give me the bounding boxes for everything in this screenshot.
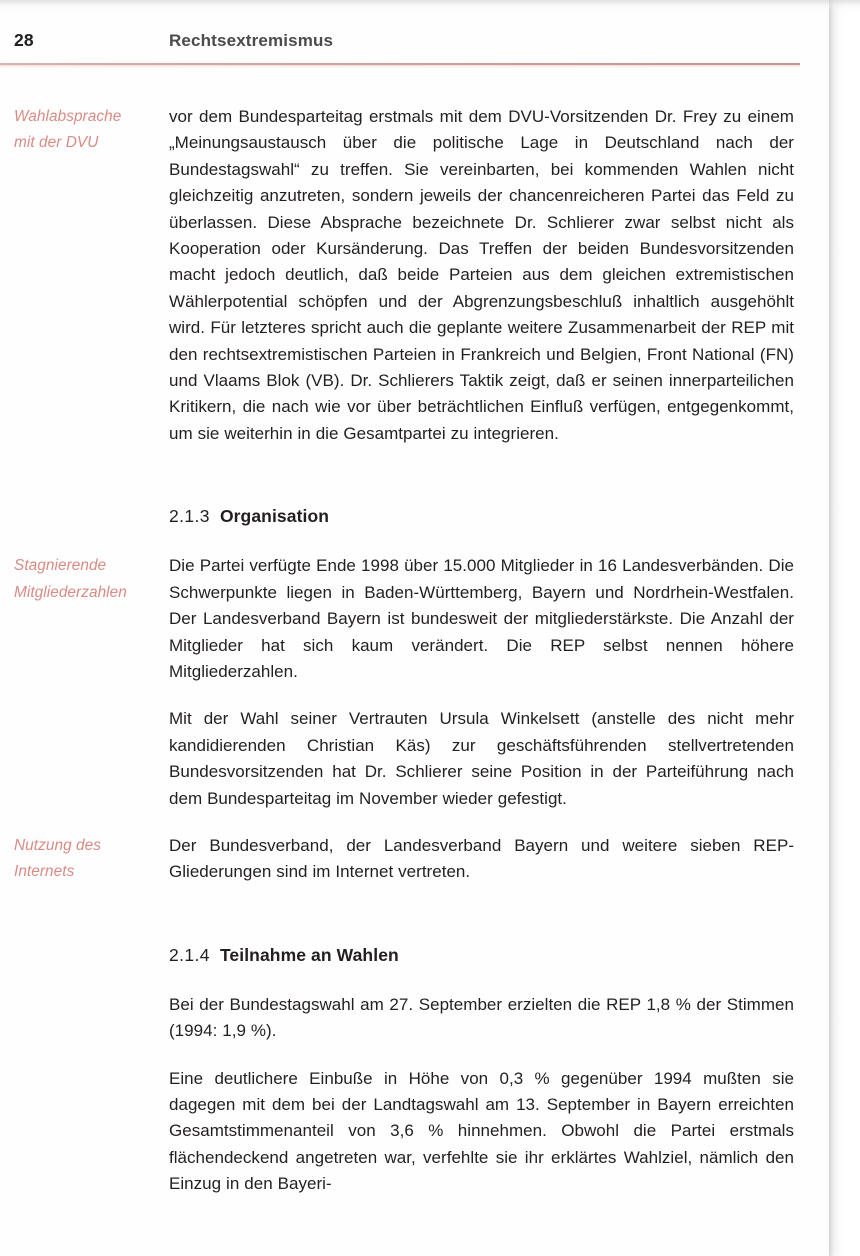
paragraph: vor dem Bundesparteitag erstmals mit dem DVU-Vorsitzenden Dr. Frey zu einem „Meinungsaustausch über die politische Lage in Deutschland nach der Bundestagswahl“ zu treffen. Sie vereinbarten, bei kommenden Wahlen nicht gleichzeitig anzutreten, sondern jeweils der chancenreicheren Partei das Feld zu überlassen. Diese Absprache bezeichnete Dr. Schlierer zwar selbst nicht als Kooperation oder Kursänderung. Das Treffen der beiden Bundesvorsitzenden macht jedoch deutlich, daß beide Parteien aus dem gleichen extremistischen Wählerpotential schöpfen und der Abgrenzungsbeschluß inhaltlich ausgehöhlt wird. Für letzteres spricht auch die geplante weitere Zusammenarbeit der REP mit den rechtsextremistischen Parteien in Frankreich und Belgien, Front National (FN) und Vlaams Blok (VB). Dr. Schlierers Taktik zeigt, daß er seinen innerparteilichen Kritikern, die nach wie vor über beträchtlichen Einfluß verfügen, entgegenkommt, um sie weiterhin in die Gesamtpartei zu integrieren. (169, 107, 794, 443)
section-heading-214 (169, 942, 794, 968)
section-number: 2.1.4 (169, 944, 210, 965)
section-title: Teilnahme an Wahlen (219, 944, 399, 965)
margin-note-line: Mitgliederzahlen (14, 583, 127, 601)
spacer (0, 529, 812, 553)
text-block (0, 104, 812, 447)
body-column (169, 833, 794, 886)
paragraph: Bei der Bundestagswahl am 27. September erzielten die REP 1,8 % der Stimmen (1994: 1,9 %). (169, 994, 794, 1041)
spacer (0, 812, 812, 833)
body-column (169, 992, 794, 1198)
paragraph: Der Bundesverband, der Landesverband Bayern und weitere sieben REP-Gliederungen sind im Internet vertreten. (169, 835, 794, 882)
page-right-edge-shadow (829, 0, 860, 1256)
margin-note (14, 553, 162, 606)
section-title: Organisation (219, 506, 330, 527)
body-column (169, 553, 794, 812)
running-head-title: Rechtsextremismus (169, 31, 334, 50)
margin-note (14, 833, 162, 886)
margin-note (14, 104, 162, 157)
paragraph: Die Partei verfügte Ende 1998 über 15.000 Mitglieder in 16 Landesverbänden. Die Schwerpunkte liegen in Baden-Württemberg, Bayern und Nordrhein-Westfalen. Der Landesverband Bayern ist bundesweit der mitgliederstärkste. Die Anzahl der Mitglieder hat sich kaum verändert. Die REP selbst nennen höhere Mitgliederzahlen. (169, 556, 794, 681)
section-heading-213 (169, 503, 794, 529)
spacer (0, 968, 812, 992)
margin-note-line: Stagnierende (14, 557, 107, 575)
page-number: 28 (14, 30, 34, 50)
body-column (169, 104, 794, 447)
section-number: 2.1.3 (169, 506, 210, 527)
margin-note-line: Nutzung des (14, 836, 101, 854)
margin-note-line: mit der DVU (14, 134, 99, 152)
running-head (0, 30, 798, 64)
text-block (0, 992, 812, 1198)
text-block (0, 833, 812, 886)
margin-note-line: Internets (14, 863, 75, 881)
page-top-edge-shadow (0, 0, 860, 14)
margin-note-line: Wahlabsprache (14, 108, 122, 125)
text-block (0, 553, 812, 812)
header-rule-shadow (0, 65, 800, 68)
spacer (0, 447, 812, 503)
paragraph: Mit der Wahl seiner Vertrauten Ursula Winkelsett (anstelle des nicht mehr kandidierenden Christian Käs) zur geschäftsführenden stellvertretenden Bundesvorsitzenden hat Dr. Schlierer seine Position in der Parteiführung nach dem Bundesparteitag im November wieder gefestigt. (169, 709, 794, 808)
paragraph: Eine deutlichere Einbuße in Höhe von 0,3 % gegenüber 1994 mußten sie dagegen mit dem bei der Landtagswahl am 13. September in Bayern erreichten Gesamtstimmenanteil von 3,6 % hinnehmen. Obwohl die Partei erstmals flächendeckend angetreten war, verfehlte sie ihr erklärtes Wahlziel, nämlich den Einzug in den Bayeri- (169, 1068, 794, 1194)
spacer (0, 886, 812, 942)
page-content (0, 104, 812, 1198)
